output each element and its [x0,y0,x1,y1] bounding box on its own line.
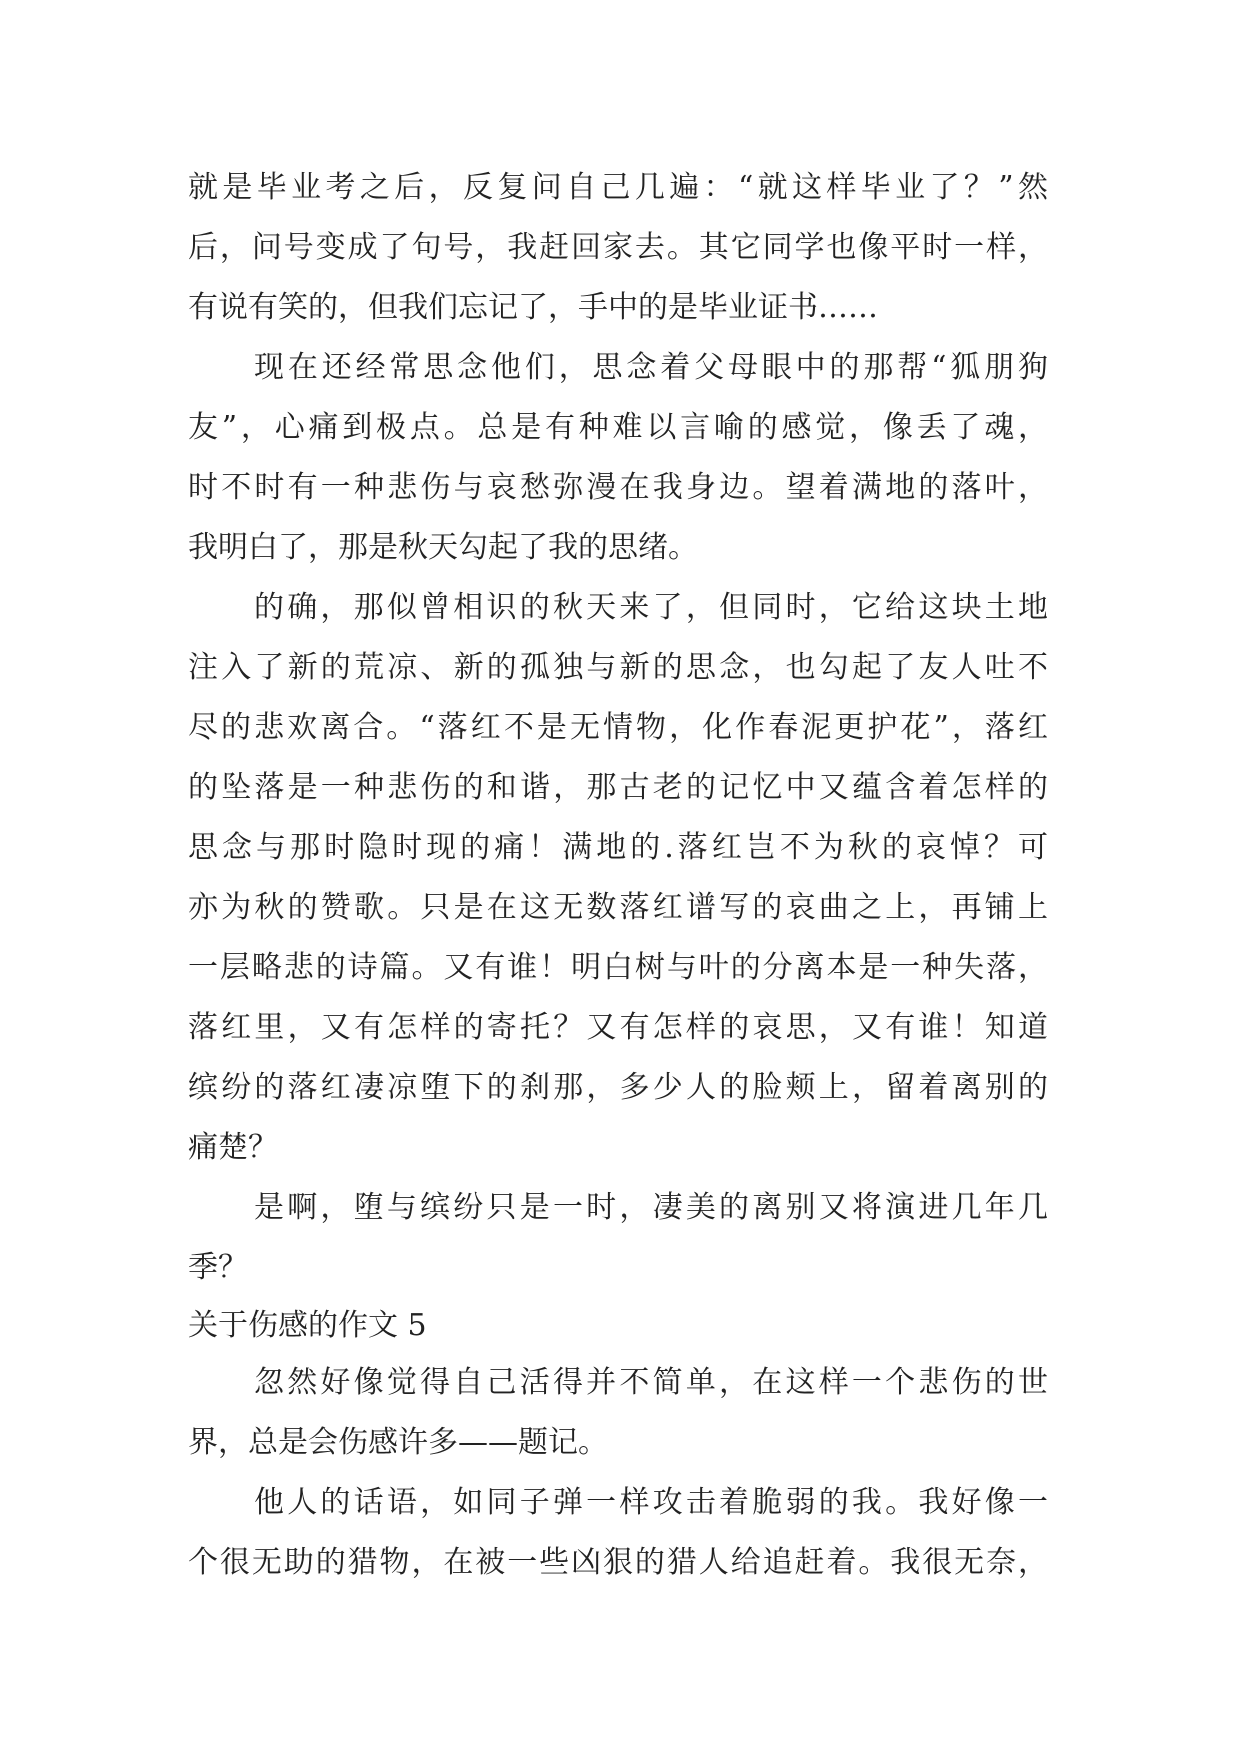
text-line: 的坠落是一种悲伤的和谐，那古老的记忆中又蕴含着怎样的 [188,770,1048,805]
text-line: 就是毕业考之后，反复问自己几遍：“就这样毕业了？”然 [188,170,1048,205]
text-line: 注入了新的荒凉、新的孤独与新的思念，也勾起了友人吐不 [188,650,1048,685]
text-line: 后，问号变成了句号，我赶回家去。其它同学也像平时一样， [188,230,1048,265]
paragraph-first-line: 忽然好像觉得自己活得并不简单，在这样一个悲伤的世 [254,1365,1048,1400]
paragraph-first-line: 是啊，堕与缤纷只是一时，凄美的离别又将演进几年几 [254,1190,1048,1225]
text-line: 界，总是会伤感许多——题记。 [188,1425,608,1460]
paragraph-first-line: 现在还经常思念他们，思念着父母眼中的那帮“狐朋狗 [254,350,1048,385]
text-line: 痛楚？ [188,1130,278,1165]
paragraph-first-line: 他人的话语，如同子弹一样攻击着脆弱的我。我好像一 [254,1485,1048,1520]
text-line: 个很无助的猎物，在被一些凶狠的猎人给追赶着。我很无奈， [188,1545,1048,1580]
section-heading: 关于伤感的作文 5 [188,1308,427,1343]
text-line: 时不时有一种悲伤与哀愁弥漫在我身边。望着满地的落叶， [188,470,1048,505]
text-line: 我明白了，那是秋天勾起了我的思绪。 [188,530,698,565]
text-line: 缤纷的落红凄凉堕下的刹那，多少人的脸颊上，留着离别的 [188,1070,1048,1105]
text-line: 一层略悲的诗篇。又有谁！明白树与叶的分离本是一种失落， [188,950,1048,985]
text-line: 尽的悲欢离合。“落红不是无情物，化作春泥更护花”，落红 [188,710,1048,745]
document-body [188,158,1048,1593]
text-line: 季？ [188,1250,248,1285]
text-line: 有说有笑的，但我们忘记了，手中的是毕业证书…… [188,290,878,325]
text-line: 思念与那时隐时现的痛！满地的.落红岂不为秋的哀悼？可 [188,830,1048,865]
text-line: 友”，心痛到极点。总是有种难以言喻的感觉，像丢了魂， [188,410,1048,445]
text-line: 亦为秋的赞歌。只是在这无数落红谱写的哀曲之上，再铺上 [188,890,1048,925]
paragraph-first-line: 的确，那似曾相识的秋天来了，但同时，它给这块土地 [254,590,1048,625]
text-line: 落红里，又有怎样的寄托？又有怎样的哀思，又有谁！知道 [188,1010,1048,1045]
